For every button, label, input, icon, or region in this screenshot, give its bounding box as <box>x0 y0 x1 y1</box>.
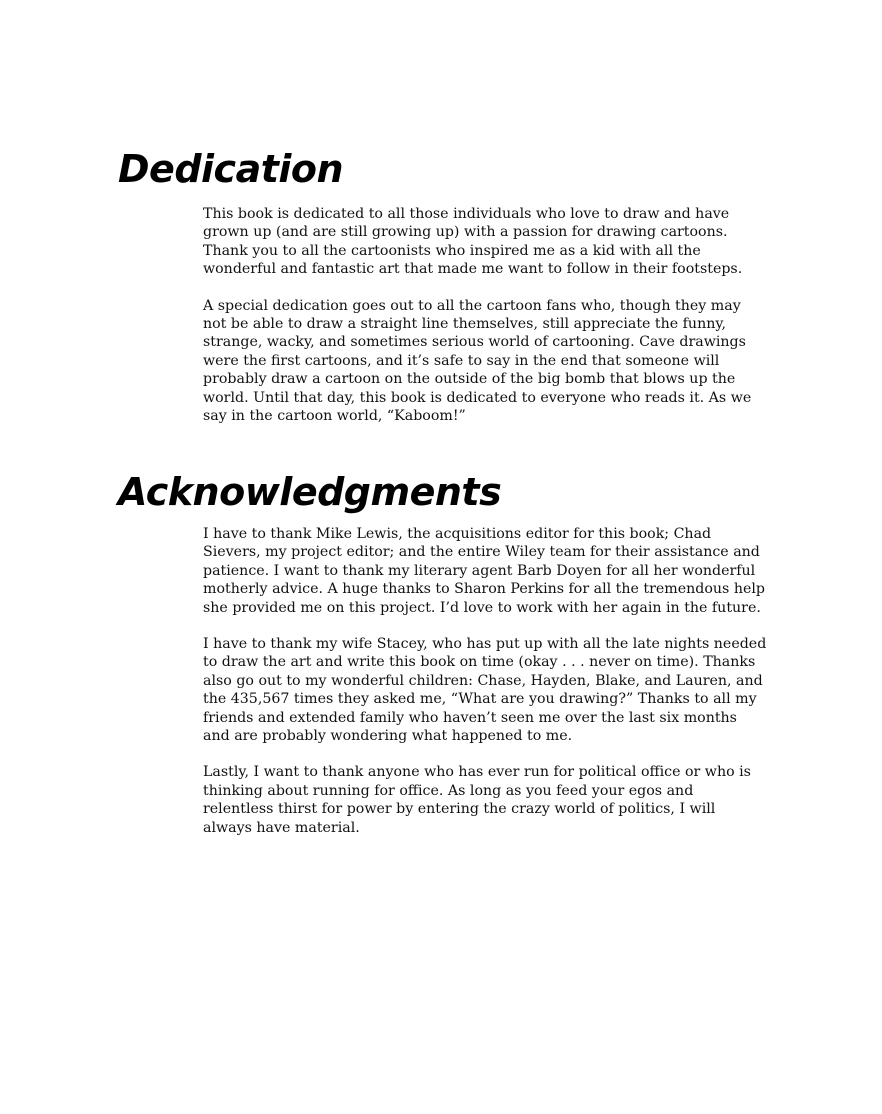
dedication-paragraph: This book is dedicated to all those individuals who love to draw and have grown up (and are still growing up) with a passion for drawing cartoons. Thank you to all the cartoonists who inspired me as a kid with all the wonderful and fantastic art that made me want to follow in their footsteps. <box>203 206 743 278</box>
dedication-heading: Dedication <box>118 147 344 191</box>
acknowledgments-body <box>203 525 768 837</box>
dedication-body <box>203 205 768 425</box>
dedication-paragraph: A special dedication goes out to all the cartoon fans who, though they may not be able to draw a straight line themselves, still appreciate the funny, strange, wacky, and sometimes serious world of cartooning. Cave drawings were the first cartoons, and it’s safe to say in the end that someone will probably draw a cartoon on the outside of the big bomb that blows up the world. Until that day, this book is dedicated to everyone who reads it. As we say in the cartoon world, “Kaboom!” <box>203 297 752 425</box>
acknowledgments-heading: Acknowledgments <box>118 470 502 514</box>
acknowledgments-paragraph: I have to thank Mike Lewis, the acquisitions editor for this book; Chad Sievers, my project editor; and the entire Wiley team for their assistance and patience. I want to thank my literary agent Barb Doyen for all her wonderful motherly advice. A huge thanks to Sharon Perkins for all the tremendous help she provided me on this project. I’d love to work with her again in the future. <box>203 526 765 616</box>
acknowledgments-paragraph: Lastly, I want to thank anyone who has ever run for political office or who is thinking about running for office. As long as you feed your egos and relentless thirst for power by entering the crazy world of politics, I will always have material. <box>203 764 751 836</box>
acknowledgments-paragraph: I have to thank my wife Stacey, who has put up with all the late nights needed to draw the art and write this book on time (okay . . . never on time). Thanks also go out to my wonderful children: Chase, Hayden, Blake, and Lauren, and the 435,567 times they asked me, “What are you drawing?” Thanks to all my friends and extended family who haven’t seen me over the last six months and are probably wondering what happened to me. <box>203 636 767 745</box>
